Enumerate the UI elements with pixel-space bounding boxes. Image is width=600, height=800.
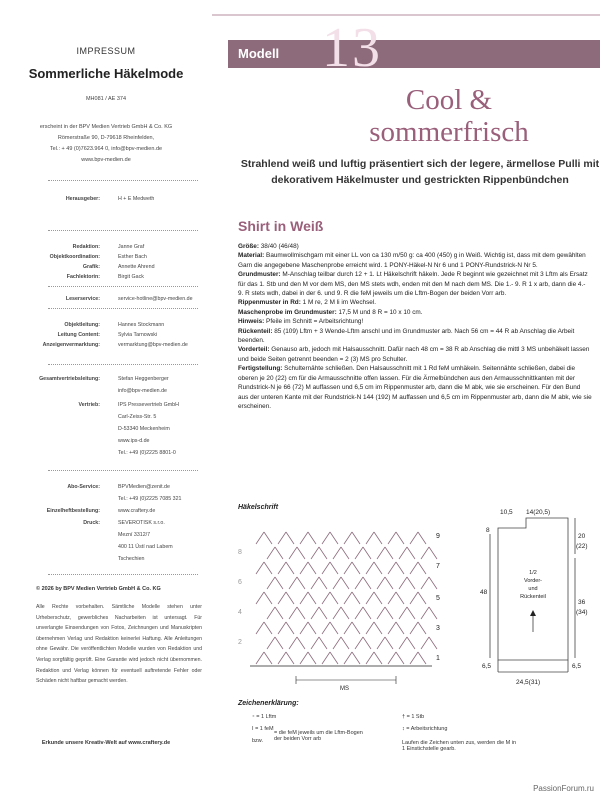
- stitch-mark: [421, 547, 429, 559]
- stitch-mark: [363, 577, 371, 589]
- impressum-value: service-hotline@bpv-medien.de: [118, 296, 193, 302]
- impressum-key: Anzeigenvermarktung:: [42, 342, 100, 348]
- stitch-mark: [388, 532, 396, 544]
- stitch-mark: [311, 577, 319, 589]
- stitch-mark: [388, 622, 396, 634]
- copyright-heading: © 2026 by BPV Medien Vertrieb GmbH & Co. KG: [36, 586, 161, 592]
- impressum-value: SEVEROTISK s.r.o.: [118, 520, 165, 526]
- stitch-mark: [388, 652, 396, 664]
- impressum-value: Sylvia Tarnowski: [118, 332, 158, 338]
- stitch-mark: [322, 592, 330, 604]
- divider: [48, 470, 198, 471]
- stitch-mark: [377, 547, 385, 559]
- stitch-mark: [297, 547, 305, 559]
- stitch-mark: [333, 547, 341, 559]
- impressum-value: www.craftery.de: [118, 508, 156, 514]
- impressum-key: Vertrieb:: [78, 402, 100, 408]
- stitch-mark: [355, 577, 363, 589]
- stitch-mark: [275, 577, 283, 589]
- row-number: 1: [436, 655, 440, 662]
- stitch-mark: [341, 547, 349, 559]
- impressum-value: D-53340 Meckenheim: [118, 426, 170, 432]
- stitch-mark: [429, 607, 437, 619]
- stitch-mark: [319, 607, 327, 619]
- impressum-column: [0, 0, 212, 800]
- stitch-mark: [341, 637, 349, 649]
- stitch-mark: [421, 607, 429, 619]
- stitch-mark: [333, 607, 341, 619]
- stitch-mark: [289, 577, 297, 589]
- instruction-label: Hinweis:: [238, 318, 265, 326]
- stitch-mark: [352, 562, 360, 574]
- stitch-mark: [333, 577, 341, 589]
- stitch-mark: [308, 532, 316, 544]
- publisher-line: Tel.: + 49 (0)7623.964 0, info@bpv-medien.de: [49, 146, 163, 152]
- stitch-mark: [308, 652, 316, 664]
- instruction-label: Rückenteil:: [238, 327, 273, 335]
- stitch-mark: [352, 622, 360, 634]
- row-number: 3: [436, 625, 440, 632]
- stitch-mark: [264, 652, 272, 664]
- stitch-mark: [322, 622, 330, 634]
- stitch-mark: [418, 532, 426, 544]
- row-number: 2: [238, 639, 242, 646]
- dim-left-height: 48: [480, 589, 488, 596]
- impressum-key: Herausgeber:: [65, 196, 100, 202]
- stitch-mark: [407, 607, 415, 619]
- stitch-mark: [322, 532, 330, 544]
- stitch-mark: [286, 532, 294, 544]
- legend-fem-note: = die feM jeweils um die Lftm-Bogen der beiden Vorr arb: [274, 730, 363, 742]
- stitch-mark: [278, 532, 286, 544]
- impressum-value: Esther Bach: [118, 254, 147, 260]
- instruction-text: M-Anschlag teilbar durch 12 + 1. Lt Häkelschrift häkeln. Jede R beginnt wie gezeichnet mit 3 Lftm als Ersatz für das 1. Stb und den M vor dem MS, den MS stets wdh, enden mit den M nach dem MS. Die 1.- 9. R 1 x arb, dann die 4.- 9. R stets wdh, dabei in der 6. und 9. R die feM jeweils um die Lftm-Bogen der beiden Vorr arb.: [238, 271, 588, 298]
- impressum-key: Fachlektorin:: [66, 274, 100, 280]
- dim-right-height-alt: (34): [576, 609, 588, 616]
- divider: [48, 230, 198, 231]
- stitch-mark: [418, 562, 426, 574]
- stitch-mark: [352, 592, 360, 604]
- legend-bzw: bzw.: [252, 738, 264, 744]
- stitch-mark: [344, 532, 352, 544]
- stitch-mark: [363, 607, 371, 619]
- stitch-mark: [418, 622, 426, 634]
- stitch-mark: [385, 637, 393, 649]
- stitch-mark: [344, 592, 352, 604]
- issue-code: MH081 / AE 374: [85, 96, 127, 102]
- instruction-label: Material:: [238, 252, 265, 260]
- stitch-mark: [278, 622, 286, 634]
- instruction-label: Rippenmuster in Rd:: [238, 299, 301, 307]
- stitch-mark: [286, 592, 294, 604]
- stitch-mark: [366, 592, 374, 604]
- impressum-value: Carl-Zeiss-Str. 5: [118, 414, 157, 420]
- stitch-mark: [286, 622, 294, 634]
- instruction-label: Fertigstellung:: [238, 365, 283, 373]
- stitch-mark: [388, 592, 396, 604]
- row-number: 4: [238, 609, 242, 616]
- single-crochet-symbol-icon: I: [252, 726, 256, 732]
- dim-arm-alt: (22): [576, 543, 588, 550]
- modell-bar: [228, 40, 600, 68]
- dim-arm: 20: [578, 533, 586, 540]
- stitch-mark: [352, 652, 360, 664]
- modell-number: 13: [322, 17, 382, 79]
- impressum-value: Hannes Stockmann: [118, 322, 165, 328]
- instruction-paragraph: [238, 251, 592, 270]
- plan-label: Rückenteil: [520, 594, 546, 600]
- stitch-mark: [396, 562, 404, 574]
- stitch-mark: [374, 562, 382, 574]
- stitch-mark: [341, 607, 349, 619]
- stitch-mark: [256, 562, 264, 574]
- stitch-mark: [319, 637, 327, 649]
- stitch-mark: [366, 652, 374, 664]
- stitch-mark: [355, 547, 363, 559]
- instruction-paragraph: [238, 345, 592, 364]
- stitch-mark: [388, 562, 396, 574]
- stitch-mark: [278, 592, 286, 604]
- arrow-icon: ↕: [402, 726, 407, 732]
- stitch-mark: [264, 562, 272, 574]
- instruction-label: Grundmuster:: [238, 271, 281, 279]
- stitch-mark: [322, 562, 330, 574]
- stitch-mark: [297, 637, 305, 649]
- stitch-mark: [399, 637, 407, 649]
- instruction-label: Maschenprobe im Grundmuster:: [238, 308, 337, 316]
- impressum-key: Leserservice:: [65, 296, 100, 302]
- impressum-value: Birgit Gack: [118, 274, 144, 280]
- stitch-mark: [377, 607, 385, 619]
- stitch-mark: [366, 532, 374, 544]
- stitch-mark: [396, 622, 404, 634]
- stitch-mark: [407, 577, 415, 589]
- stitch-mark: [319, 577, 327, 589]
- stitch-mark: [418, 592, 426, 604]
- stitch-mark: [410, 592, 418, 604]
- chain-symbol-icon: ⁃: [252, 714, 257, 720]
- stitch-mark: [333, 637, 341, 649]
- section-title: Shirt in Weiß: [238, 218, 324, 234]
- stitch-mark: [374, 652, 382, 664]
- instruction-paragraph: [238, 270, 592, 298]
- dim-bottom: 24,5(31): [516, 679, 541, 686]
- instruction-text: Schulternähte schließen. Den Halsausschnitt mit 1 Rd feM umhäkeln. Seitennähte schließen, dabei die oberen je 20 (22) cm für die Armausschnitte offen lassen. Für die Ärmelbündchen aus den Armausschnittkanten mit der Rundstrick-N je 66 (72) M auffassen und 6,5 cm im Rippenmuster arb, dann die M abk, wie sie erscheinen. Für den Bund aus der unteren Kante mit der Rundstrick-N 144 (192) M auffassen und 6,5 cm im Rippenmuster arb, dann die M abk, wie sie erscheinen.: [238, 365, 592, 410]
- plan-label: Vorder-: [523, 578, 543, 584]
- stitch-mark: [330, 622, 338, 634]
- stitch-mark: [363, 637, 371, 649]
- instruction-label: Größe:: [238, 243, 259, 250]
- stitch-mark: [297, 577, 305, 589]
- stitch-mark: [355, 607, 363, 619]
- stitch-mark: [399, 607, 407, 619]
- dim-neck: 8: [486, 527, 490, 534]
- stitch-mark: [418, 652, 426, 664]
- instruction-paragraph: [238, 308, 592, 317]
- stitch-mark: [377, 637, 385, 649]
- dim-right-height: 36: [578, 599, 586, 606]
- row-number: 8: [238, 549, 242, 556]
- stitch-mark: [300, 652, 308, 664]
- divider: [48, 286, 198, 287]
- dim-top-right: 14(20,5): [526, 509, 551, 516]
- craftery-link[interactable]: Erkunde unsere Kreativ-Welt auf www.craftery.de: [41, 740, 171, 746]
- stitch-mark: [264, 532, 272, 544]
- impressum-value: info@bpv-medien.de: [118, 388, 167, 394]
- stitch-mark: [289, 547, 297, 559]
- stitch-mark: [330, 532, 338, 544]
- impressum-value: IPS Pressevertrieb GmbH: [118, 402, 179, 408]
- direction-arrow: [530, 610, 536, 616]
- stitch-mark: [256, 592, 264, 604]
- stitch-mark: [256, 532, 264, 544]
- stitch-mark: [421, 577, 429, 589]
- dim-rib-right: 6,5: [572, 663, 582, 670]
- plan-label: und: [528, 586, 538, 592]
- impressum-key: Grafik:: [82, 264, 100, 270]
- modell-label: Modell: [238, 46, 280, 61]
- instructions: [238, 242, 592, 411]
- crochet-chart: [236, 514, 448, 692]
- instruction-text: Genauso arb, jedoch mit Halsausschnitt. Dafür nach 48 cm = 38 R ab Anschlag die mittl 3 MS unbehäkelt lassen und beide Seiten getrennt beenden = 2 (3) MS pro Schulter.: [238, 346, 590, 363]
- stitch-mark: [308, 592, 316, 604]
- impressum-value: Tel.: +49 (0)2225 8801-0: [118, 450, 176, 456]
- divider: [48, 574, 198, 575]
- stitch-mark: [300, 562, 308, 574]
- divider: [48, 364, 198, 365]
- stitch-mark: [385, 607, 393, 619]
- impressum-value: Stefan Heggenberger: [118, 376, 169, 382]
- stitch-mark: [385, 547, 393, 559]
- stitch-mark: [352, 532, 360, 544]
- instruction-paragraph: [238, 317, 592, 326]
- stitch-mark: [374, 532, 382, 544]
- stitch-mark: [399, 547, 407, 559]
- legend-title: Zeichenerklärung:: [238, 700, 299, 707]
- stitch-mark: [289, 637, 297, 649]
- stitch-mark: [308, 562, 316, 574]
- stitch-mark: [396, 652, 404, 664]
- impressum-value: Tschechien: [118, 556, 145, 562]
- dim-rib-left: 6,5: [482, 663, 492, 670]
- stitch-mark: [300, 592, 308, 604]
- stitch-mark: [355, 637, 363, 649]
- stitch-mark: [278, 652, 286, 664]
- headline-line-2: sommerfrisch: [369, 116, 529, 148]
- instruction-paragraph: [238, 364, 592, 411]
- impressum-value: Mezní 3312/7: [118, 532, 151, 538]
- plan-label: 1/2: [529, 570, 537, 576]
- stitch-mark: [267, 577, 275, 589]
- article: [212, 0, 600, 800]
- stitch-mark: [286, 652, 294, 664]
- stitch-mark: [374, 592, 382, 604]
- impressum-value: vermarktung@bpv-medien.de: [118, 342, 188, 348]
- row-number: 6: [238, 579, 242, 586]
- impressum-key: Abo-Service:: [67, 484, 100, 490]
- legend-stb: † = 1 Stb: [402, 714, 425, 720]
- stitch-mark: [330, 592, 338, 604]
- stitch-mark: [278, 562, 286, 574]
- stitch-mark: [429, 577, 437, 589]
- stitch-mark: [300, 532, 308, 544]
- impressum-key: Objektkoordination:: [49, 254, 100, 260]
- watermark: PassionForum.ru: [533, 784, 594, 793]
- stitch-mark: [341, 577, 349, 589]
- stitch-mark: [297, 607, 305, 619]
- impressum-value: Tel.: +49 (0)2225 7085 321: [118, 496, 182, 502]
- impressum-heading: IMPRESSUM: [76, 46, 136, 56]
- stitch-mark: [330, 652, 338, 664]
- instruction-text: 85 (109) Lftm + 3 Wende-Lftm anschl und im Grundmuster arb. Nach 56 cm = 44 R ab Anschlag die Arbeit beenden.: [238, 327, 575, 345]
- impressum-key: Objektleitung:: [64, 322, 100, 328]
- stitch-mark: [377, 577, 385, 589]
- legend-note: Laufen die Zeichen unten zus, werden die M in 1 Einstichstelle gearb.: [402, 740, 517, 752]
- divider: [48, 308, 198, 309]
- publisher-line: www.bpv-medien.de: [81, 157, 131, 163]
- instruction-text: Baumwollmischgarn mit einer LL von ca 130 m/50 g: ca 400 (450) g in Weiß. Wichtig ist, dass mit dem gewählten Garn die angegebene Maschenprobe erreicht wird. 1 PONY-Häkel-N Nr 6 und 1 PONY-Rundstrick-N Nr 5.: [238, 252, 586, 269]
- impressum-key: Leitung Content:: [57, 332, 100, 338]
- headline-line-1: Cool &: [405, 84, 493, 116]
- instruction-paragraph: [238, 327, 592, 346]
- stitch-mark: [410, 562, 418, 574]
- instruction-text: Pfeile im Schnitt = Arbeitsrichtung!: [264, 318, 364, 326]
- divider: [48, 180, 198, 181]
- top-rule: [212, 14, 600, 16]
- stitch-mark: [275, 547, 283, 559]
- impressum-value: Annette Ahrend: [118, 264, 155, 270]
- intro-text: Strahlend weiß und luftig präsentiert sich der legere, ärmellose Pulli mit dekorativem Häkelmuster und gestrickten Rippenbündchen: [240, 158, 600, 186]
- stitch-mark: [344, 562, 352, 574]
- stitch-mark: [421, 637, 429, 649]
- stitch-mark: [429, 547, 437, 559]
- stitch-mark: [275, 637, 283, 649]
- publisher-line: Römerstraße 90, D-79618 Rheinfelden,: [57, 135, 155, 141]
- stitch-mark: [267, 607, 275, 619]
- impressum-key: Gesamtvertriebsleitung:: [39, 376, 100, 382]
- diagram-title: Häkelschrift: [238, 504, 279, 511]
- stitch-mark: [311, 547, 319, 559]
- stitch-mark: [264, 592, 272, 604]
- impressum-value: www.ips-d.de: [118, 438, 150, 444]
- dim-top-left: 10,5: [500, 509, 513, 516]
- stitch-mark: [399, 577, 407, 589]
- stitch-mark: [311, 607, 319, 619]
- stitch-mark: [286, 562, 294, 574]
- row-number: 5: [436, 595, 440, 602]
- stitch-mark: [267, 547, 275, 559]
- stitch-mark: [319, 547, 327, 559]
- stitch-mark: [363, 547, 371, 559]
- instruction-paragraph: [238, 242, 592, 251]
- impressum-value: 400 11 Ústí nad Labem: [118, 544, 173, 550]
- legend-arrow: ↕ = Arbeitsrichtung: [402, 726, 448, 732]
- instruction-paragraph: [238, 298, 592, 307]
- stitch-mark: [330, 562, 338, 574]
- stitch-mark: [300, 622, 308, 634]
- stitch-mark: [344, 622, 352, 634]
- stitch-mark: [264, 622, 272, 634]
- stitch-mark: [308, 622, 316, 634]
- magazine-title: Sommerliche Häkelmode: [28, 66, 184, 81]
- stitch-mark: [407, 547, 415, 559]
- publisher-block: [0, 122, 212, 166]
- ms-label: MS: [340, 686, 349, 692]
- stitch-mark: [311, 637, 319, 649]
- impressum-key: Einzelheftbestellung:: [46, 508, 100, 514]
- stitch-mark: [396, 592, 404, 604]
- stitch-mark: [410, 622, 418, 634]
- stitch-mark: [322, 652, 330, 664]
- stitch-mark: [366, 622, 374, 634]
- instruction-text: 1 M re, 2 M li im Wechsel.: [300, 299, 377, 307]
- impressum-value: H + E Medweth: [118, 196, 155, 202]
- stitch-mark: [410, 532, 418, 544]
- headline: [298, 84, 600, 148]
- instruction-text: 38/40 (46/48): [258, 243, 299, 250]
- stitch-mark: [267, 637, 275, 649]
- stitch-mark: [344, 652, 352, 664]
- instruction-label: Vorderteil:: [238, 346, 270, 354]
- impressum-value: BPVMedien@zenit.de: [118, 484, 170, 490]
- stitch-mark: [256, 622, 264, 634]
- publisher-line: erscheint in der BPV Medien Vertrieb GmbH & Co. KG: [39, 124, 173, 130]
- legend-lftm: ⁃ = 1 Lftm: [252, 714, 277, 720]
- stitch-mark: [410, 652, 418, 664]
- impressum-key: Druck:: [83, 520, 100, 526]
- stitch-mark: [275, 607, 283, 619]
- impressum-value: Janne Graf: [118, 244, 145, 250]
- stitch-mark: [407, 637, 415, 649]
- double-crochet-symbol-icon: †: [402, 714, 407, 720]
- copyright-text: Alle Rechte vorbehalten. Sämtliche Modelle stehen unter Urheberschutz, gewerbliches Nacharbeiten ist untersagt. Für unverlangte Einsendungen von Fotos, Zeichnungen und Manuskripten übernehmen Verlag und Redaktion keinerlei Haftung. Alle Anleitungen ohne Gewähr. Die veröffentlichten Modelle wurden von Redaktion und Verlag sorgfältig geprüft. Eine Garantie wird jedoch nicht übernommen. Redaktion und Verlag können für eventuell auftretende Fehler oder Schäden nicht haftbar gemacht werden.: [36, 604, 202, 685]
- row-number: 7: [436, 563, 440, 570]
- stitch-mark: [256, 652, 264, 664]
- legend-fem: I = 1 feM: [252, 726, 274, 732]
- impressum-key: Redaktion:: [72, 244, 100, 250]
- stitch-mark: [385, 577, 393, 589]
- stitch-mark: [396, 532, 404, 544]
- stitch-mark: [429, 637, 437, 649]
- instruction-text: 17,5 M und 8 R = 10 x 10 cm.: [336, 308, 423, 316]
- row-number: 9: [436, 533, 440, 540]
- garment-plan: [470, 508, 596, 688]
- stitch-mark: [366, 562, 374, 574]
- stitch-mark: [374, 622, 382, 634]
- stitch-mark: [289, 607, 297, 619]
